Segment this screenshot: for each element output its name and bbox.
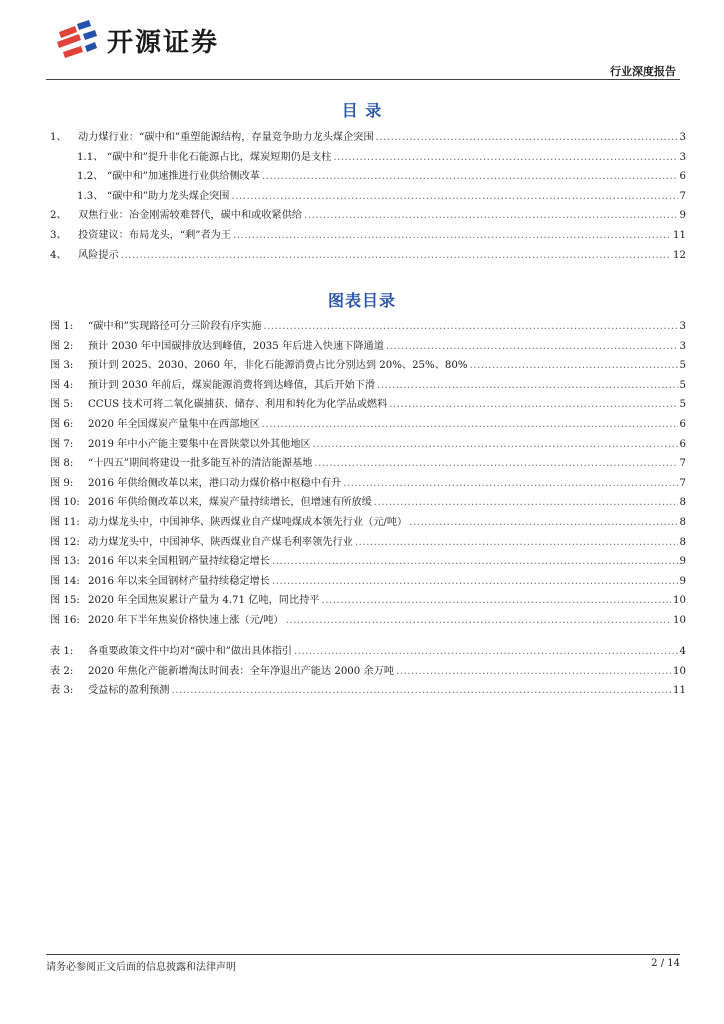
figure-entry[interactable]: [50, 513, 686, 533]
figure-entry[interactable]: [50, 611, 686, 631]
toc-entry[interactable]: [50, 246, 686, 266]
table-entry-leader: [396, 666, 671, 677]
toc-entry-page: 11: [673, 229, 686, 241]
figure-entry-page: 5: [679, 360, 686, 372]
toc-entry-leader: [333, 152, 677, 163]
table-entry-title: 受益标的盈利预测: [88, 685, 170, 697]
figure-entry[interactable]: [50, 356, 686, 376]
table-entry-title: 2020 年焦化产能新增淘汰时间表：全年净退出产能达 2000 余万吨: [88, 665, 395, 677]
toc-list: [50, 128, 686, 265]
figure-entry-number: 图 4:: [50, 379, 74, 391]
figure-entry-title: 2020 年全国煤炭产量集中在西部地区: [88, 418, 260, 430]
figure-entry-title: 2016 年供给侧改革以来，港口动力煤价格中枢稳中有升: [88, 477, 342, 489]
figure-entry-page: 10: [673, 595, 686, 607]
toc-entry-number: 1.2、: [77, 171, 104, 183]
figure-entry-leader: [313, 439, 678, 450]
table-entry[interactable]: [50, 681, 686, 701]
figure-entry-page: 6: [679, 438, 686, 450]
figure-entry-number: 图 13:: [50, 556, 80, 568]
toc-entry-leader: [262, 171, 677, 182]
toc-title: 目 录: [341, 101, 383, 120]
figure-entry-title: 2020 年下半年焦炭价格快速上涨（元/吨）: [88, 614, 284, 626]
figure-entry[interactable]: [50, 317, 686, 337]
figure-entry-page: 10: [673, 614, 686, 626]
figure-entry[interactable]: [50, 337, 686, 357]
figure-entry-number: 图 12:: [50, 536, 80, 548]
figure-entry-page: 6: [679, 418, 686, 430]
toc-entry-number: 1、: [50, 132, 67, 143]
figure-entry-number: 图 9:: [50, 477, 74, 489]
figure-entry-leader: [314, 458, 677, 469]
table-entry-page: 4: [679, 646, 686, 657]
toc-entry-page: 6: [679, 171, 686, 183]
figure-entry-leader: [386, 341, 678, 352]
figure-entry-title: 2020 年全国焦炭累计产量为 4.71 亿吨，同比持平: [88, 595, 320, 607]
figure-entry-title: 2016 年以来全国钢材产量持续稳定增长: [88, 575, 270, 587]
toc-entry[interactable]: [50, 148, 686, 168]
toc-entry[interactable]: [50, 167, 686, 187]
figure-entry[interactable]: [50, 572, 686, 592]
toc-entry-title: 双焦行业：冶金刚需较难替代，碳中和或收紧供给: [78, 210, 303, 222]
figure-entry-title: 2016 年以来全国粗钢产量持续稳定增长: [88, 556, 270, 568]
toc-entry-number: 1.3、: [77, 190, 104, 202]
figure-entry-title: “十四五”期间将建设一批多能互补的清洁能源基地: [88, 458, 313, 470]
toc-entry-title: “碳中和”加速推进行业供给侧改革: [107, 171, 261, 183]
table-entry[interactable]: [50, 642, 686, 662]
figure-entry-page: 7: [679, 477, 686, 489]
brand-name: 开源证券: [107, 27, 220, 58]
toc-entry[interactable]: [50, 206, 686, 226]
figure-entry[interactable]: [50, 415, 686, 435]
table-entry-number: 表 2:: [50, 665, 74, 677]
figure-entry-number: 图 14:: [50, 575, 80, 587]
figure-entry-page: 9: [679, 556, 686, 568]
figure-entry-page: 8: [679, 497, 686, 509]
figure-entry-title: 动力煤龙头中，中国神华、陕西煤业自产煤毛利率领先行业: [88, 536, 353, 548]
toc-entry-title: 投资建议：布局龙头，“剩”者为王: [78, 229, 232, 241]
table-entry[interactable]: [50, 662, 686, 682]
footer-divider: [46, 954, 680, 955]
toc-entry[interactable]: [50, 187, 686, 207]
toc-entry-page: 3: [679, 151, 686, 163]
header-divider: [46, 79, 680, 80]
table-entry-number: 表 3:: [50, 685, 74, 697]
figure-entry-number: 图 10:: [50, 497, 80, 509]
figure-entry-leader: [470, 360, 678, 371]
table-entry-number: 表 1:: [50, 646, 74, 657]
figure-entry-title: 2016 年供给侧改革以来，煤炭产量持续增长，但增速有所放缓: [88, 497, 372, 509]
logo-icon: [55, 18, 99, 62]
toc-entry-number: 3、: [50, 229, 67, 241]
figure-entry-number: 图 3:: [50, 360, 74, 372]
figure-entry-leader: [343, 478, 677, 489]
figure-entry-leader: [374, 497, 678, 508]
figure-entry-title: CCUS 技术可将二氧化碳捕获、储存、利用和转化为化学品或燃料: [88, 399, 388, 411]
figure-entry[interactable]: [50, 474, 686, 494]
figure-entry-title: 预计到 2025、2030、2060 年，非化石能源消费占比分别达到 20%、25%、80%: [88, 360, 468, 372]
toc-entry-number: 2、: [50, 210, 67, 222]
figure-entry-leader: [409, 517, 677, 528]
figure-entry-page: 3: [679, 321, 686, 332]
figure-entry-title: 动力煤龙头中，中国神华、陕西煤业自产煤吨煤成本领先行业（元/吨）: [88, 516, 408, 528]
toc-entry-title: “碳中和”提升非化石能源占比，煤炭短期仍是支柱: [107, 151, 332, 163]
figure-entry-page: 3: [679, 340, 686, 352]
table-entry-title: 各重要政策文件中均对“碳中和”做出具体指引: [88, 646, 292, 657]
figure-entry-leader: [377, 380, 677, 391]
toc-entry-leader: [121, 250, 671, 261]
toc-entry[interactable]: [50, 128, 686, 148]
figure-entry-leader: [286, 615, 671, 626]
figures-title: 图表目录: [327, 291, 396, 310]
figure-entry-number: 图 2:: [50, 340, 74, 352]
toc-entry-number: 4、: [50, 249, 67, 261]
figure-entry-leader: [263, 321, 677, 332]
figure-entry-number: 图 6:: [50, 418, 74, 430]
toc-entry-leader: [233, 230, 671, 241]
toc-entry-page: 3: [679, 132, 686, 143]
table-entry-leader: [172, 685, 672, 696]
figure-entry-title: “碳中和”实现路径可分三阶段有序实施: [88, 321, 262, 332]
figure-entry[interactable]: [50, 552, 686, 572]
figure-entry-page: 5: [679, 399, 686, 411]
toc-entry-leader: [304, 210, 677, 221]
figure-entry-leader: [389, 399, 677, 410]
table-entry-page: 11: [673, 685, 686, 697]
figure-entry-number: 图 1:: [50, 321, 74, 332]
figure-entry[interactable]: [50, 395, 686, 415]
figure-entry[interactable]: [50, 376, 686, 396]
figure-entry-leader: [272, 556, 678, 567]
table-entry-leader: [294, 646, 678, 657]
toc-entry-number: 1.1、: [77, 151, 104, 163]
table-entry-page: 10: [673, 665, 686, 677]
figure-entry[interactable]: [50, 454, 686, 474]
figure-list: [50, 317, 686, 631]
toc-entry-leader: [231, 191, 677, 202]
figure-entry-leader: [272, 576, 678, 587]
toc-entry-title: 动力煤行业：“碳中和”重塑能源结构，存量竞争助力龙头煤企突围: [78, 132, 374, 143]
page-indicator: 2 / 14: [651, 958, 680, 969]
figure-entry-page: 8: [679, 536, 686, 548]
figure-entry-leader: [322, 595, 672, 606]
figure-entry-page: 5: [679, 379, 686, 391]
toc-entry-page: 9: [679, 210, 686, 222]
figure-entry-title: 预计 2030 年中国碳排放达到峰值，2035 年后进入快速下降通道: [88, 340, 384, 352]
figure-entry[interactable]: [50, 493, 686, 513]
figure-entry-page: 7: [679, 458, 686, 470]
figure-entry-page: 8: [679, 516, 686, 528]
figure-entry-number: 图 15:: [50, 595, 80, 607]
toc-entry[interactable]: [50, 226, 686, 246]
figure-entry[interactable]: [50, 435, 686, 455]
footer-disclaimer: 请务必参阅正文后面的信息披露和法律声明: [46, 962, 236, 973]
figure-entry-title: 2019 年中小产能主要集中在晋陕蒙以外其他地区: [88, 438, 311, 450]
figure-entry[interactable]: [50, 533, 686, 553]
figure-entry-number: 图 7:: [50, 438, 74, 450]
figure-entry-leader: [262, 419, 678, 430]
figure-entry-number: 图 16:: [50, 614, 80, 626]
figure-entry-number: 图 8:: [50, 458, 74, 470]
toc-entry-page: 12: [673, 249, 686, 261]
figure-entry-page: 9: [679, 575, 686, 587]
table-list: [50, 642, 686, 701]
toc-entry-leader: [376, 132, 678, 143]
toc-entry-title: “碳中和”助力龙头煤企突围: [107, 190, 230, 202]
figure-entry-number: 图 5:: [50, 399, 74, 411]
figure-entry-title: 预计到 2030 年前后，煤炭能源消费将到达峰值，其后开始下滑: [88, 379, 376, 391]
figure-entry-leader: [355, 537, 678, 548]
figure-entry[interactable]: [50, 591, 686, 611]
toc-entry-page: 7: [679, 190, 686, 202]
figure-entry-number: 图 11:: [50, 516, 80, 528]
brand-logo: [55, 18, 219, 62]
toc-entry-title: 风险提示: [78, 249, 119, 261]
report-type-label: 行业深度报告: [610, 65, 676, 78]
